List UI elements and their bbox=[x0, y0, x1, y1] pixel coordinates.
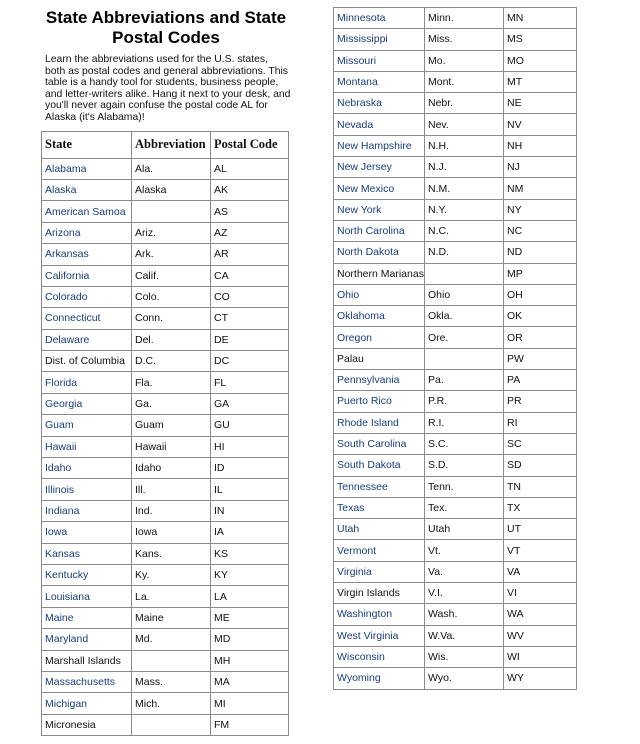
table-row bbox=[334, 561, 577, 582]
abbreviation-cell: Ala. bbox=[132, 158, 211, 179]
table-row bbox=[334, 583, 577, 604]
table-row bbox=[334, 370, 577, 391]
state-link[interactable]: North Dakota bbox=[334, 242, 425, 263]
abbreviation-cell: Nev. bbox=[425, 114, 504, 135]
postal-code-cell: AS bbox=[211, 201, 289, 222]
state-link[interactable]: Georgia bbox=[42, 393, 132, 414]
state-link[interactable]: Iowa bbox=[42, 522, 132, 543]
state-link[interactable]: Oklahoma bbox=[334, 306, 425, 327]
postal-code-cell: KY bbox=[211, 564, 289, 585]
postal-code-cell: VA bbox=[504, 561, 577, 582]
postal-code-cell: WV bbox=[504, 625, 577, 646]
state-link[interactable]: Arkansas bbox=[42, 244, 132, 265]
abbreviation-cell: Wash. bbox=[425, 604, 504, 625]
postal-code-cell: MI bbox=[211, 693, 289, 714]
table-row bbox=[42, 222, 289, 243]
postal-code-cell: NY bbox=[504, 199, 577, 220]
postal-code-cell: PW bbox=[504, 348, 577, 369]
postal-code-cell: CA bbox=[211, 265, 289, 286]
postal-code-cell: FL bbox=[211, 372, 289, 393]
abbreviation-cell: D.C. bbox=[132, 351, 211, 372]
abbreviation-cell bbox=[132, 650, 211, 671]
postal-code-cell: TX bbox=[504, 497, 577, 518]
table-row bbox=[334, 135, 577, 156]
table-row bbox=[42, 629, 289, 650]
table-row bbox=[42, 308, 289, 329]
abbreviation-cell: La. bbox=[132, 586, 211, 607]
abbreviation-cell: Ind. bbox=[132, 500, 211, 521]
state-link[interactable]: Rhode Island bbox=[334, 412, 425, 433]
state-link[interactable]: Montana bbox=[334, 71, 425, 92]
abbreviation-cell: Ore. bbox=[425, 327, 504, 348]
postal-code-cell: MN bbox=[504, 8, 577, 29]
abbreviation-cell: Wis. bbox=[425, 646, 504, 667]
abbreviation-cell: Idaho bbox=[132, 458, 211, 479]
state-link[interactable]: Tennessee bbox=[334, 476, 425, 497]
state-link[interactable]: New Hampshire bbox=[334, 135, 425, 156]
abbreviation-cell: Tex. bbox=[425, 497, 504, 518]
state-link[interactable]: Puerto Rico bbox=[334, 391, 425, 412]
table-row bbox=[42, 522, 289, 543]
postal-code-cell: PA bbox=[504, 370, 577, 391]
postal-code-cell: LA bbox=[211, 586, 289, 607]
state-link[interactable]: Maine bbox=[42, 607, 132, 628]
abbreviation-cell: Minn. bbox=[425, 8, 504, 29]
state-name: Virgin Islands bbox=[334, 583, 425, 604]
table-row bbox=[334, 284, 577, 305]
right-table-body bbox=[334, 8, 577, 690]
postal-code-cell: IA bbox=[211, 522, 289, 543]
postal-code-cell: VI bbox=[504, 583, 577, 604]
abbreviation-cell bbox=[132, 201, 211, 222]
postal-code-cell: SC bbox=[504, 433, 577, 454]
state-link[interactable]: Pennsylvania bbox=[334, 370, 425, 391]
postal-code-cell: RI bbox=[504, 412, 577, 433]
postal-code-cell: CT bbox=[211, 308, 289, 329]
state-link[interactable]: Virginia bbox=[334, 561, 425, 582]
postal-code-cell: MT bbox=[504, 71, 577, 92]
postal-code-cell: AZ bbox=[211, 222, 289, 243]
abbreviation-cell: S.D. bbox=[425, 455, 504, 476]
state-link[interactable]: South Carolina bbox=[334, 433, 425, 454]
table-row bbox=[42, 244, 289, 265]
table-row bbox=[42, 265, 289, 286]
postal-code-cell: DE bbox=[211, 329, 289, 350]
postal-code-cell: PR bbox=[504, 391, 577, 412]
abbreviation-cell: Mass. bbox=[132, 671, 211, 692]
state-name: Marshall Islands bbox=[42, 650, 132, 671]
table-row bbox=[42, 458, 289, 479]
table-row bbox=[42, 286, 289, 307]
abbreviation-cell: W.Va. bbox=[425, 625, 504, 646]
state-name: Northern Marianas bbox=[334, 263, 425, 284]
state-link[interactable]: Mississippi bbox=[334, 29, 425, 50]
table-row bbox=[334, 455, 577, 476]
postal-code-cell: UT bbox=[504, 519, 577, 540]
table-row bbox=[42, 393, 289, 414]
postal-code-cell: NC bbox=[504, 220, 577, 241]
state-name: Palau bbox=[334, 348, 425, 369]
table-header-row bbox=[42, 131, 289, 158]
header-state: State bbox=[42, 131, 132, 158]
postal-code-cell: ID bbox=[211, 458, 289, 479]
state-link[interactable]: Florida bbox=[42, 372, 132, 393]
abbreviation-cell: N.C. bbox=[425, 220, 504, 241]
table-row bbox=[334, 604, 577, 625]
abbreviation-cell: R.I. bbox=[425, 412, 504, 433]
postal-code-cell: MH bbox=[211, 650, 289, 671]
abbreviation-cell: V.I. bbox=[425, 583, 504, 604]
postal-code-cell: MO bbox=[504, 50, 577, 71]
abbreviation-cell: N.J. bbox=[425, 157, 504, 178]
postal-code-cell: ME bbox=[211, 607, 289, 628]
state-link[interactable]: Illinois bbox=[42, 479, 132, 500]
abbreviation-cell: Maine bbox=[132, 607, 211, 628]
state-link[interactable]: Maryland bbox=[42, 629, 132, 650]
table-row bbox=[42, 607, 289, 628]
abbreviation-cell bbox=[132, 714, 211, 735]
postal-code-cell: TN bbox=[504, 476, 577, 497]
state-link[interactable]: West Virginia bbox=[334, 625, 425, 646]
postal-code-cell: ND bbox=[504, 242, 577, 263]
state-link[interactable]: Kansas bbox=[42, 543, 132, 564]
postal-code-cell: OR bbox=[504, 327, 577, 348]
state-link[interactable]: New York bbox=[334, 199, 425, 220]
state-link[interactable]: North Carolina bbox=[334, 220, 425, 241]
table-row bbox=[42, 201, 289, 222]
state-link[interactable]: Arizona bbox=[42, 222, 132, 243]
postal-code-cell: NM bbox=[504, 178, 577, 199]
state-link[interactable]: Delaware bbox=[42, 329, 132, 350]
table-row bbox=[334, 476, 577, 497]
table-row bbox=[334, 412, 577, 433]
table-row bbox=[334, 519, 577, 540]
postal-code-cell: WY bbox=[504, 668, 577, 689]
abbreviation-cell: Pa. bbox=[425, 370, 504, 391]
postal-code-cell: MA bbox=[211, 671, 289, 692]
state-link[interactable]: Wyoming bbox=[334, 668, 425, 689]
table-row bbox=[42, 329, 289, 350]
page-title: State Abbreviations and State Postal Codes bbox=[45, 8, 287, 47]
state-link[interactable]: Michigan bbox=[42, 693, 132, 714]
intro-paragraph: Learn the abbreviations used for the U.S. states, both as postal codes and general abbreviations. This table is a handy tool for students, business people, and letter-writers alike. Hang it next to your desk, and you'll never again confuse the postal code AL for Alaska (it's Alabama)! bbox=[45, 54, 291, 123]
postal-code-cell: SD bbox=[504, 455, 577, 476]
table-row bbox=[42, 714, 289, 735]
table-row bbox=[42, 179, 289, 200]
state-link[interactable]: Indiana bbox=[42, 500, 132, 521]
state-link[interactable]: Washington bbox=[334, 604, 425, 625]
abbreviation-cell: Md. bbox=[132, 629, 211, 650]
postal-code-cell: AL bbox=[211, 158, 289, 179]
postal-code-cell: OK bbox=[504, 306, 577, 327]
postal-code-cell: DC bbox=[211, 351, 289, 372]
table-row bbox=[42, 372, 289, 393]
postal-code-cell: NH bbox=[504, 135, 577, 156]
table-row bbox=[334, 178, 577, 199]
abbreviation-cell: Colo. bbox=[132, 286, 211, 307]
table-row bbox=[334, 242, 577, 263]
table-row bbox=[334, 668, 577, 689]
abbreviation-cell: Vt. bbox=[425, 540, 504, 561]
postal-code-cell: IN bbox=[211, 500, 289, 521]
left-column bbox=[41, 8, 291, 736]
postal-code-cell: MD bbox=[211, 629, 289, 650]
table-row bbox=[334, 263, 577, 284]
abbreviation-cell: Iowa bbox=[132, 522, 211, 543]
postal-code-cell: VT bbox=[504, 540, 577, 561]
abbreviation-cell bbox=[425, 348, 504, 369]
left-table bbox=[41, 131, 289, 737]
state-link[interactable]: California bbox=[42, 265, 132, 286]
table-row bbox=[334, 306, 577, 327]
table-row bbox=[42, 671, 289, 692]
table-row bbox=[42, 158, 289, 179]
table-row bbox=[42, 564, 289, 585]
abbreviation-cell: Nebr. bbox=[425, 93, 504, 114]
table-row bbox=[42, 650, 289, 671]
state-link[interactable]: American Samoa bbox=[42, 201, 132, 222]
table-row bbox=[42, 351, 289, 372]
table-row bbox=[334, 71, 577, 92]
table-row bbox=[42, 543, 289, 564]
table-row bbox=[334, 540, 577, 561]
table-row bbox=[42, 500, 289, 521]
header-postal-code: Postal Code bbox=[211, 131, 289, 158]
abbreviation-cell: N.M. bbox=[425, 178, 504, 199]
state-link[interactable]: Texas bbox=[334, 497, 425, 518]
abbreviation-cell: Miss. bbox=[425, 29, 504, 50]
abbreviation-cell: Conn. bbox=[132, 308, 211, 329]
state-link[interactable]: Colorado bbox=[42, 286, 132, 307]
abbreviation-cell: Ga. bbox=[132, 393, 211, 414]
abbreviation-cell: Mont. bbox=[425, 71, 504, 92]
abbreviation-cell: Mo. bbox=[425, 50, 504, 71]
abbreviation-cell: Del. bbox=[132, 329, 211, 350]
abbreviation-cell: N.D. bbox=[425, 242, 504, 263]
postal-code-cell: CO bbox=[211, 286, 289, 307]
postal-code-cell: IL bbox=[211, 479, 289, 500]
table-row bbox=[334, 93, 577, 114]
abbreviation-cell: N.Y. bbox=[425, 199, 504, 220]
table-row bbox=[334, 391, 577, 412]
postal-code-cell: MS bbox=[504, 29, 577, 50]
abbreviation-cell: Calif. bbox=[132, 265, 211, 286]
table-row bbox=[334, 433, 577, 454]
postal-code-cell: GU bbox=[211, 415, 289, 436]
table-row bbox=[334, 157, 577, 178]
state-link[interactable]: Hawaii bbox=[42, 436, 132, 457]
postal-code-cell: WI bbox=[504, 646, 577, 667]
table-row bbox=[42, 586, 289, 607]
table-row bbox=[334, 29, 577, 50]
abbreviation-cell: P.R. bbox=[425, 391, 504, 412]
abbreviation-cell: Guam bbox=[132, 415, 211, 436]
state-link[interactable]: Kentucky bbox=[42, 564, 132, 585]
postal-code-cell: KS bbox=[211, 543, 289, 564]
state-link[interactable]: New Mexico bbox=[334, 178, 425, 199]
table-row bbox=[42, 415, 289, 436]
abbreviation-cell: Ark. bbox=[132, 244, 211, 265]
state-link[interactable]: Ohio bbox=[334, 284, 425, 305]
table-row bbox=[334, 327, 577, 348]
abbreviation-cell: Okla. bbox=[425, 306, 504, 327]
table-row bbox=[334, 199, 577, 220]
abbreviation-cell: Ariz. bbox=[132, 222, 211, 243]
state-link[interactable]: Minnesota bbox=[334, 8, 425, 29]
postal-code-cell: AK bbox=[211, 179, 289, 200]
postal-code-cell: HI bbox=[211, 436, 289, 457]
abbreviation-cell: Ky. bbox=[132, 564, 211, 585]
abbreviation-cell: Wyo. bbox=[425, 668, 504, 689]
postal-code-cell: WA bbox=[504, 604, 577, 625]
abbreviation-cell: Hawaii bbox=[132, 436, 211, 457]
table-row bbox=[334, 220, 577, 241]
state-link[interactable]: Alabama bbox=[42, 158, 132, 179]
abbreviation-cell bbox=[425, 263, 504, 284]
state-link[interactable]: Nevada bbox=[334, 114, 425, 135]
table-row bbox=[42, 436, 289, 457]
table-row bbox=[42, 479, 289, 500]
state-link[interactable]: Vermont bbox=[334, 540, 425, 561]
state-link[interactable]: Guam bbox=[42, 415, 132, 436]
postal-code-cell: NE bbox=[504, 93, 577, 114]
abbreviation-cell: Utah bbox=[425, 519, 504, 540]
table-row bbox=[334, 114, 577, 135]
abbreviation-cell: Fla. bbox=[132, 372, 211, 393]
table-row bbox=[334, 348, 577, 369]
postal-code-cell: OH bbox=[504, 284, 577, 305]
postal-code-cell: GA bbox=[211, 393, 289, 414]
state-link[interactable]: Utah bbox=[334, 519, 425, 540]
state-name: Micronesia bbox=[42, 714, 132, 735]
abbreviation-cell: S.C. bbox=[425, 433, 504, 454]
table-row bbox=[334, 8, 577, 29]
state-link[interactable]: South Dakota bbox=[334, 455, 425, 476]
left-table-body bbox=[42, 158, 289, 736]
table-row bbox=[334, 646, 577, 667]
abbreviation-cell: Mich. bbox=[132, 693, 211, 714]
postal-code-cell: AR bbox=[211, 244, 289, 265]
right-table bbox=[333, 7, 577, 690]
state-link[interactable]: Wisconsin bbox=[334, 646, 425, 667]
state-link[interactable]: New Jersey bbox=[334, 157, 425, 178]
table-row bbox=[334, 625, 577, 646]
state-link[interactable]: Massachusetts bbox=[42, 671, 132, 692]
state-link[interactable]: Connecticut bbox=[42, 308, 132, 329]
abbreviation-cell: Alaska bbox=[132, 179, 211, 200]
state-link[interactable]: Nebraska bbox=[334, 93, 425, 114]
postal-code-cell: FM bbox=[211, 714, 289, 735]
abbreviation-cell: Ohio bbox=[425, 284, 504, 305]
state-link[interactable]: Missouri bbox=[334, 50, 425, 71]
abbreviation-cell: Va. bbox=[425, 561, 504, 582]
table-row bbox=[334, 497, 577, 518]
state-link[interactable]: Oregon bbox=[334, 327, 425, 348]
postal-code-cell: NV bbox=[504, 114, 577, 135]
postal-code-cell: MP bbox=[504, 263, 577, 284]
abbreviation-cell: Tenn. bbox=[425, 476, 504, 497]
state-name: Dist. of Columbia bbox=[42, 351, 132, 372]
postal-code-cell: NJ bbox=[504, 157, 577, 178]
right-column bbox=[333, 7, 577, 690]
table-row bbox=[42, 693, 289, 714]
state-link[interactable]: Alaska bbox=[42, 179, 132, 200]
state-link[interactable]: Idaho bbox=[42, 458, 132, 479]
abbreviation-cell: N.H. bbox=[425, 135, 504, 156]
header-abbreviation: Abbreviation bbox=[132, 131, 211, 158]
table-row bbox=[334, 50, 577, 71]
state-link[interactable]: Louisiana bbox=[42, 586, 132, 607]
abbreviation-cell: Ill. bbox=[132, 479, 211, 500]
abbreviation-cell: Kans. bbox=[132, 543, 211, 564]
